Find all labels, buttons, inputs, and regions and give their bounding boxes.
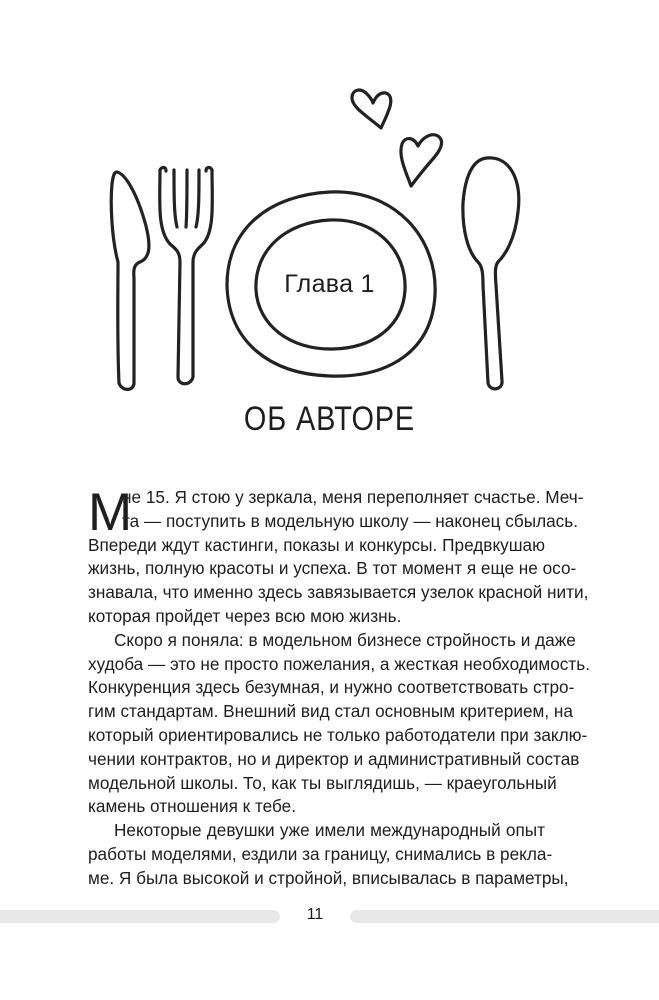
text-line: не 15. Я стою у зеркала, меня переполняет счастье. Меч- <box>122 487 584 507</box>
text-line: худоба — это не просто пожелания, а жесткая необходимость. <box>88 653 590 674</box>
text-line: Впереди ждут кастинги, показы и конкурсы. Предвкушаю <box>88 534 545 555</box>
heart-icon <box>401 135 442 186</box>
text-line: Скоро я поняла: в модельном бизнесе стройность и даже <box>114 629 576 650</box>
text-line: Некоторые девушки уже имели международный опыт <box>114 820 545 841</box>
footer-bar-left <box>0 910 280 923</box>
text-line: знавала, что именно здесь завязывается узелок красной нити, <box>88 582 589 603</box>
heart-icon <box>352 90 391 128</box>
text-line: которая пройдет через всю мою жизнь. <box>88 605 402 626</box>
text-line: чении контрактов, но и директор и административный состав <box>88 748 580 769</box>
text-line: работы моделями, ездили за границу, снимались в рекла- <box>88 843 553 864</box>
drop-cap: М <box>88 483 133 542</box>
text-line: та — поступить в модельную школу — наконец сбылась. <box>122 510 578 531</box>
text-line: Конкуренция здесь безумная, и нужно соответствовать стро- <box>88 677 575 698</box>
text-line: модельной школы. То, как ты выглядишь, — краеугольный <box>88 772 557 793</box>
text-line: ме. Я была высокой и стройной, вписывалась в параметры, <box>88 867 569 888</box>
body-text <box>88 483 590 891</box>
table-setting-illustration <box>0 0 659 400</box>
chapter-title: ОБ АВТОРЕ <box>243 400 416 438</box>
chapter-label: Глава 1 <box>284 270 375 298</box>
text-line: жизнь, полную красоты и успеха. В тот момент я еще не осо- <box>88 558 577 579</box>
page-number: 11 <box>306 906 324 923</box>
text-line: который ориентировались не только работодатели при заклю- <box>88 724 588 745</box>
text-line: гим стандартам. Внешний вид стал основным критерием, на <box>88 701 573 722</box>
text-line: камень отношения к тебе. <box>88 796 297 817</box>
footer-bar-right <box>350 910 659 923</box>
